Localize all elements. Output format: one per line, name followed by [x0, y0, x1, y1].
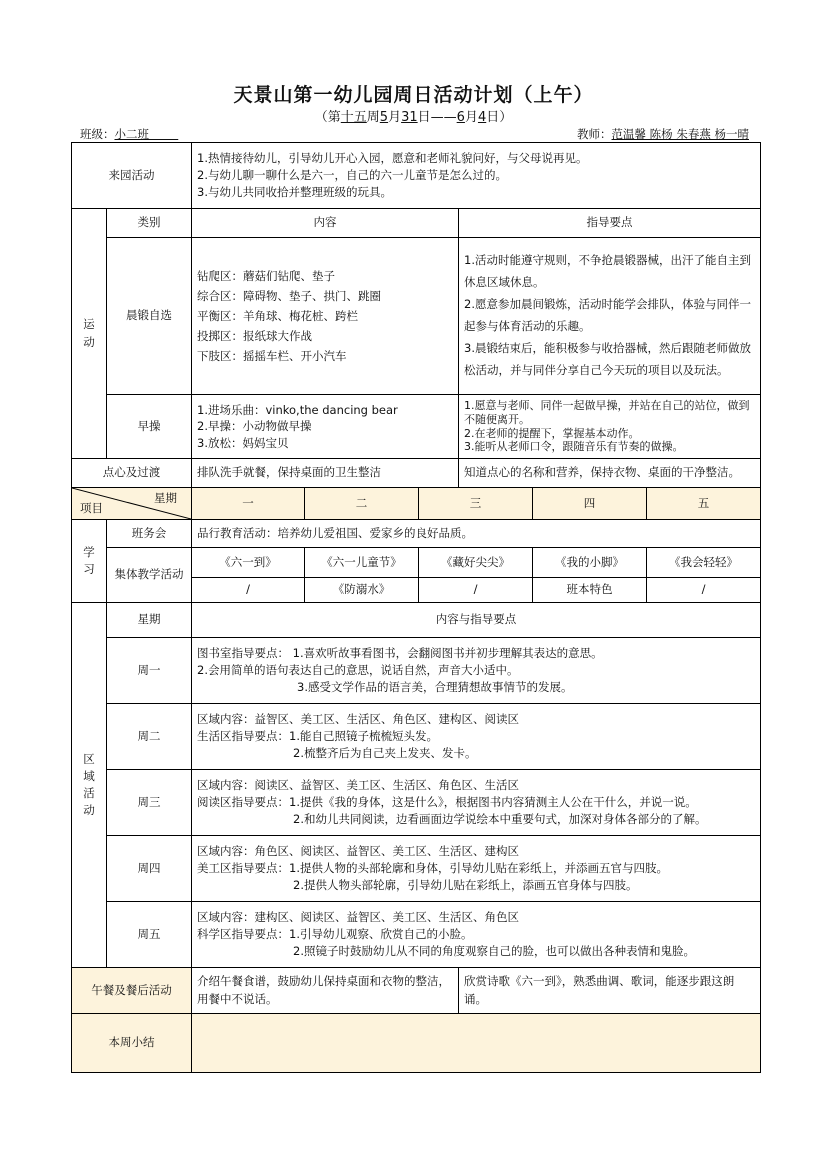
area-day-tue: 周二 [107, 704, 192, 770]
subtitle-month-2: 月 [464, 110, 478, 125]
week-range [0, 106, 827, 125]
snack-content: 排队洗手就餐，保持桌面的卫生整洁 [192, 459, 459, 488]
exercise-label: 早操 [107, 395, 192, 459]
arrival-line-2: 2.与幼儿聊一聊什么是六一，自己的六一儿童节是怎么过的。 [197, 167, 507, 182]
class-meeting-content: 品行教育活动：培养幼儿爱祖国、爱家乡的良好品质。 [192, 520, 761, 548]
lesson2-mon: / [192, 578, 305, 603]
group-teaching-label: 集体教学活动 [107, 548, 192, 603]
lesson2-wed: / [419, 578, 533, 603]
area-fri-line-1: 区域内容：建构区、阅读区、益智区、美工区、生活区、角色区 [197, 909, 519, 924]
morning-content [192, 238, 459, 395]
arrival-content [192, 143, 761, 209]
teacher-label: 教师： [577, 127, 612, 141]
exercise-point-1: 1.愿意与老师、同伴一起做早操，并站在自己的站位，做到不随便离开。 [464, 399, 750, 426]
area-col-content: 内容与指导要点 [192, 603, 761, 638]
end-month: 6 [456, 110, 465, 125]
morning-point-3: 3.晨锻结束后，能积极参与收拾器械，然后跟随老师做放松活动，并与同伴分享自己今天玩的项目以及玩法。 [464, 340, 751, 377]
summary-content[interactable] [192, 1014, 761, 1073]
class-label: 班级： [80, 127, 115, 141]
snack-label: 点心及过渡 [72, 459, 192, 488]
exercise-row [72, 395, 761, 459]
exercise-item-1: 1.进场乐曲：vinko,the dancing bear [197, 403, 398, 418]
area-fri-line-3: 2.照镜子时鼓励幼儿从不同的角度观察自己的脸，也可以做出各种表情和鬼脸。 [293, 944, 695, 959]
summary-row [72, 1014, 761, 1073]
start-day: 31 [401, 110, 418, 125]
area-mon-line-2: 2.会用简单的语句表达自己的意思，说话自然，声音大小适中。 [197, 662, 519, 677]
group-teaching-row-1 [72, 548, 761, 578]
morning-zone-4: 投掷区：报纸球大作战 [197, 329, 312, 344]
snack-row [72, 459, 761, 488]
corner-item-label: 项目 [80, 500, 103, 515]
study-label-text: 学 习 [83, 544, 95, 576]
area-fri-line-2: 科学区指导要点：1.引导幼儿观察、欣赏自己的小脸。 [197, 926, 473, 941]
area-thu-line-3: 2.提供人物头部轮廓，引导幼儿贴在彩纸上，添画五官身体与四肢。 [293, 878, 638, 893]
area-mon-content [192, 638, 761, 704]
area-day-row [72, 704, 761, 770]
area-day-fri: 周五 [107, 902, 192, 968]
exercise-point-3: 3.能听从老师口令，跟随音乐有节奏的做操。 [464, 440, 684, 454]
area-day-row [72, 770, 761, 836]
area-thu-line-1: 区域内容：角色区、阅读区、益智区、美工区、生活区、建构区 [197, 843, 519, 858]
area-day-row [72, 638, 761, 704]
sport-col-points: 指导要点 [459, 209, 761, 238]
morning-point-1: 1.活动时能遵守规则，不争抢晨锻器械，出汗了能自主到休息区域休息。 [464, 253, 751, 290]
sport-col-category: 类别 [107, 209, 192, 238]
subtitle-prefix: （第 [314, 110, 341, 125]
weekday-wed: 三 [419, 488, 533, 520]
area-thu-line-2: 美工区指导要点：1.提供人物的头部轮廓和身体，引导幼儿贴在彩纸上，并添画五官与四肢。 [197, 860, 668, 875]
exercise-point-2: 2.在老师的提醒下，掌握基本动作。 [464, 426, 640, 440]
lesson-tue: 《六一儿童节》 [305, 548, 419, 578]
snack-points: 知道点心的名称和营养，保持衣物、桌面的干净整洁。 [459, 459, 761, 488]
morning-point-2: 2.愿意参加晨间锻炼，活动时能学会排队，体验与同伴一起参与体育活动的乐趣。 [464, 297, 751, 333]
area-thu-content [192, 836, 761, 902]
area-tue-line-2: 生活区指导要点：1.能自己照镜子梳梳短头发。 [197, 728, 438, 743]
start-month: 5 [379, 110, 389, 125]
area-day-mon: 周一 [107, 638, 192, 704]
morning-zone-3: 平衡区：羊角球、梅花桩、跨栏 [197, 308, 358, 323]
exercise-item-2: 2.早操：小动物做早操 [197, 419, 312, 434]
lesson-mon: 《六一到》 [192, 548, 305, 578]
lesson-wed: 《藏好尖尖》 [419, 548, 533, 578]
weekday-fri: 五 [647, 488, 761, 520]
area-mon-line-3: 3.感受文学作品的语言美，合理猜想故事情节的发展。 [297, 680, 573, 695]
week-number: 十五 [340, 110, 367, 125]
lunch-points: 欣赏诗歌《六一到》，熟悉曲调、歌词，能逐步跟这朗诵。 [459, 968, 761, 1014]
area-tue-content [192, 704, 761, 770]
lesson2-fri: / [647, 578, 761, 603]
summary-label: 本周小结 [72, 1014, 192, 1073]
sport-label-text: 运 动 [83, 317, 95, 349]
weekday-corner-cell [72, 488, 192, 520]
sport-col-content: 内容 [192, 209, 459, 238]
area-wed-line-2: 阅读区指导要点：1.提供《我的身体，这是什么》，根据图书内容猜测主人公在干什么，并说一说。 [197, 794, 697, 809]
teacher-info [577, 126, 749, 142]
corner-weekday-label: 星期 [154, 491, 177, 505]
arrival-row [72, 143, 761, 209]
lunch-row [72, 968, 761, 1014]
weekday-thu: 四 [533, 488, 647, 520]
morning-exercise-row [72, 238, 761, 395]
morning-zone-5: 下肢区：摇摇车栏、开小汽车 [197, 349, 347, 364]
teacher-value: 范温馨 陈杨 朱春燕 杨一晴 [611, 127, 749, 141]
exercise-item-3: 3.放松：妈妈宝贝 [197, 435, 289, 450]
area-wed-line-3: 2.和幼儿共同阅读，边看画面边学说绘本中重要句式，加深对身体各部分的了解。 [293, 812, 707, 827]
morning-zone-1: 钻爬区：蘑菇们钻爬、垫子 [197, 268, 335, 283]
page-title: 天景山第一幼儿园周日活动计划（上午） [233, 84, 594, 106]
area-mon-line-1: 图书室指导要点： 1.喜欢听故事看图书，会翻阅图书并初步理解其表达的意思。 [197, 645, 603, 660]
activity-plan-table [71, 142, 761, 1073]
lesson2-thu: 班本特色 [533, 578, 647, 603]
subtitle-week-suffix: 周 [366, 110, 380, 125]
area-label-text: 区 域 活 动 [83, 751, 95, 818]
class-meeting-row [72, 520, 761, 548]
sport-label [72, 209, 107, 459]
weekday-header-row [72, 488, 761, 520]
class-info [80, 126, 178, 142]
area-day-row [72, 902, 761, 968]
exercise-points [459, 395, 761, 459]
lesson-fri: 《我会轻轻》 [647, 548, 761, 578]
arrival-label: 来园活动 [72, 143, 192, 209]
class-value: 小二班 [114, 127, 149, 141]
lunch-label: 午餐及餐后活动 [72, 968, 192, 1014]
area-day-wed: 周三 [107, 770, 192, 836]
area-day-thu: 周四 [107, 836, 192, 902]
arrival-line-1: 1.热情接待幼儿，引导幼儿开心入园，愿意和老师礼貌问好，与父母说再见。 [197, 150, 588, 165]
morning-label: 晨锻自选 [107, 238, 192, 395]
area-header-row [72, 603, 761, 638]
weekday-mon: 一 [192, 488, 305, 520]
lunch-content: 介绍午餐食谱，鼓励幼儿保持桌面和衣物的整洁，用餐中不说话。 [192, 968, 459, 1014]
arrival-line-3: 3.与幼儿共同收拾并整理班级的玩具。 [197, 185, 392, 200]
subtitle-suffix: 日） [486, 110, 513, 125]
area-label [72, 603, 107, 968]
area-col-day: 星期 [107, 603, 192, 638]
morning-points [459, 238, 761, 395]
area-day-row [72, 836, 761, 902]
morning-zone-2: 综合区：障碍物、垫子、拱门、跳圈 [197, 288, 381, 303]
area-wed-content [192, 770, 761, 836]
study-label [72, 520, 107, 603]
area-fri-content [192, 902, 761, 968]
subtitle-sep: 日—— [417, 110, 457, 125]
lesson2-tue: 《防溺水》 [305, 578, 419, 603]
sport-header-row [72, 209, 761, 238]
weekday-tue: 二 [305, 488, 419, 520]
area-tue-line-1: 区域内容：益智区、美工区、生活区、角色区、建构区、阅读区 [197, 711, 519, 726]
area-wed-line-1: 区域内容：阅读区、益智区、美工区、生活区、角色区、生活区 [197, 777, 519, 792]
subtitle-month-1: 月 [388, 110, 402, 125]
class-meeting-label: 班务会 [107, 520, 192, 548]
lesson-thu: 《我的小脚》 [533, 548, 647, 578]
end-day: 4 [477, 110, 487, 125]
exercise-content [192, 395, 459, 459]
area-tue-line-3: 2.梳整齐后为自己夹上发夹、发卡。 [293, 746, 477, 761]
